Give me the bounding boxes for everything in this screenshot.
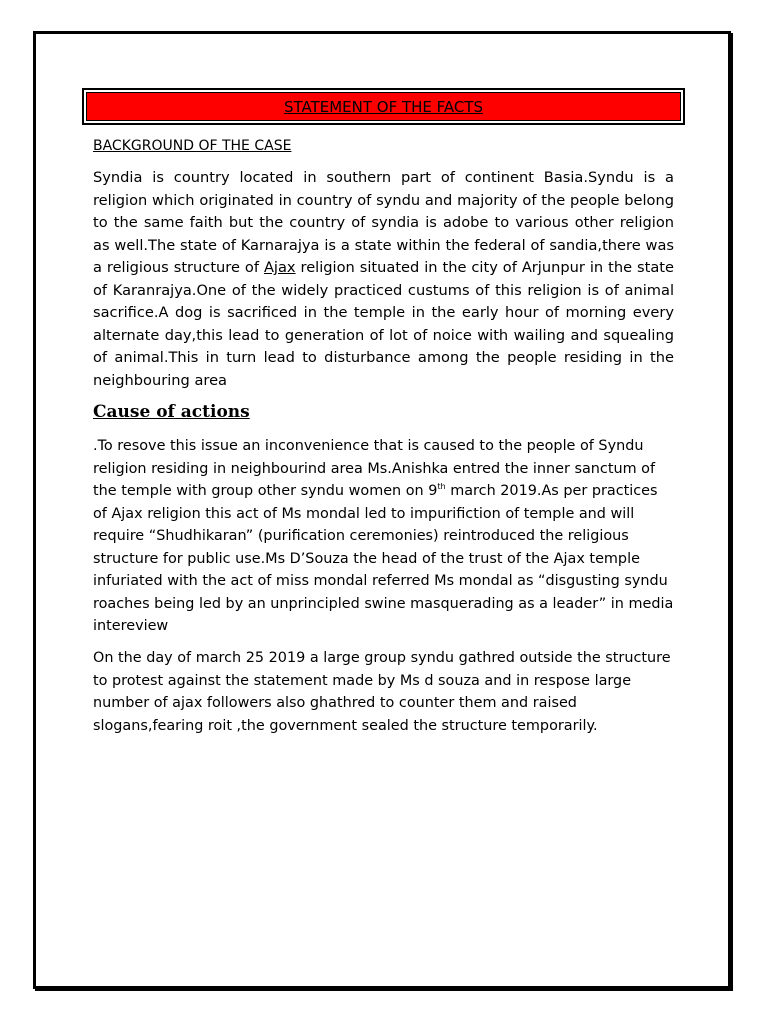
document-title: STATEMENT OF THE FACTS [283, 97, 484, 116]
ajax-word: Ajax [263, 259, 296, 276]
background-text-part2: religion situated in the city of Arjunpur in the state of Karanrajya.One of the widely practiced custums of this religion is of animal sacrifice.A dog is sacrificed in the temple in the early hour of morning every alternate day,this lead to generation of lot of noice with wailing and squealing of animal.This in turn lead to disturbance among the people residing in the neighbouring area [93, 259, 674, 389]
cause-text-part2: march 2019.As per practices of Ajax religion this act of Ms mondal led to impurifiction of temple and will require “Shudhikaran” (purification ceremonies) reintroduced the religious structure for public use.Ms D’Souza the head of the trust of the Ajax temple infuriated with the act of miss mondal referred Ms mondal as “disgusting syndu roaches being led by an unprincipled swine masquerading as a leader” in media intereview [93, 483, 674, 634]
final-paragraph: On the day of march 25 2019 a large group syndu gathred outside the structure to protest against the statement made by Ms d souza and in respose large number of ajax followers also ghathred to counter them and raised slogans,fearing roit ,the government sealed the structure temporarily. [93, 650, 671, 734]
cause-of-actions-heading: Cause of actions [93, 402, 250, 422]
cause-paragraph [93, 435, 674, 638]
background-paragraph [93, 167, 674, 392]
title-box [82, 88, 685, 125]
cause-text-part1: .To resove this issue an inconvenience that is caused to the people of Syndu religion residing in neighbourind area Ms.Anishka entred the inner sanctum of the temple with group other syndu women on 9 [93, 438, 656, 499]
title-banner [86, 92, 681, 121]
ordinal-suffix: th [437, 482, 446, 492]
background-text-part1: Syndia is country located in southern part of continent Basia.Syndu is a religion which originated in country of syndu and majority of the people belong to the same faith but the country of syndia is adobe to various other religion as well.The state of Karnarajya is a state within the federal of sandia,there was a religious structure of [93, 169, 674, 276]
background-heading: BACKGROUND OF THE CASE [93, 138, 292, 154]
